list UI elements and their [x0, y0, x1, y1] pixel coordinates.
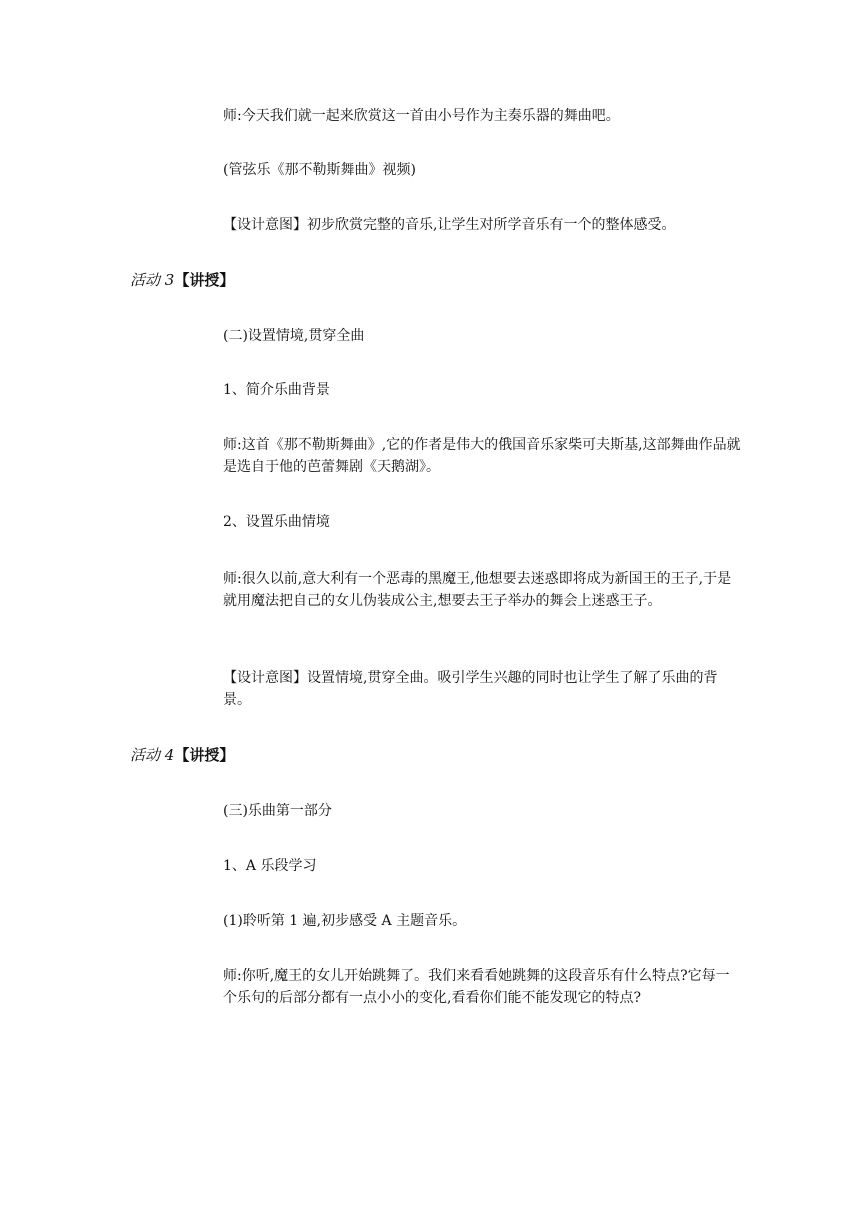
paragraph-design-intent-1: 【设计意图】初步欣赏完整的音乐,让学生对所学音乐有一个的整体感受。 [223, 217, 676, 233]
heading-activity-3 [130, 269, 234, 291]
paragraph-teacher-question: 师:你听,魔王的女儿开始跳舞了。我们来看看她跳舞的这段音乐有什么特点?它每一个乐句的后部分都有一点小小的变化,看看你们能不能发现它的特点? [223, 968, 730, 1006]
paragraph-a-section-title: 1、A 乐段学习 [223, 858, 317, 874]
activity-tag: 【讲授】 [174, 746, 235, 764]
paragraph-video-note: (管弦乐《那不勒斯舞曲》视频) [223, 162, 416, 178]
paragraph-scenario-title: 2、设置乐曲情境 [223, 514, 330, 530]
paragraph-teacher-intro: 师:今天我们就一起来欣赏这一首由小号作为主奏乐器的舞曲吧。 [223, 108, 620, 124]
paragraph-background-text: 师:这首《那不勒斯舞曲》,它的作者是伟大的俄国音乐家柴可夫斯基,这部舞曲作品就是选自于他的芭蕾舞剧《天鹅湖》。 [223, 437, 741, 475]
paragraph-listen-first: (1)聆听第 1 遍,初步感受 A 主题音乐。 [223, 913, 467, 929]
paragraph-background-title: 1、简介乐曲背景 [223, 382, 330, 398]
paragraph-section-2-title: (二)设置情境,贯穿全曲 [223, 328, 365, 344]
heading-activity-4 [130, 744, 234, 766]
paragraph-section-3-title: (三)乐曲第一部分 [223, 803, 332, 819]
paragraph-design-intent-2: 【设计意图】设置情境,贯穿全曲。吸引学生兴趣的同时也让学生了解了乐曲的背景。 [223, 670, 718, 708]
activity-label: 活动 3 [130, 271, 175, 289]
activity-label: 活动 4 [130, 746, 175, 764]
activity-tag: 【讲授】 [174, 271, 235, 289]
paragraph-scenario-text: 师:很久以前,意大利有一个恶毒的黑魔王,他想要去迷惑即将成为新国王的王子,于是就用魔法把自己的女儿伪装成公主,想要去王子举办的舞会上迷惑王子。 [223, 571, 732, 609]
